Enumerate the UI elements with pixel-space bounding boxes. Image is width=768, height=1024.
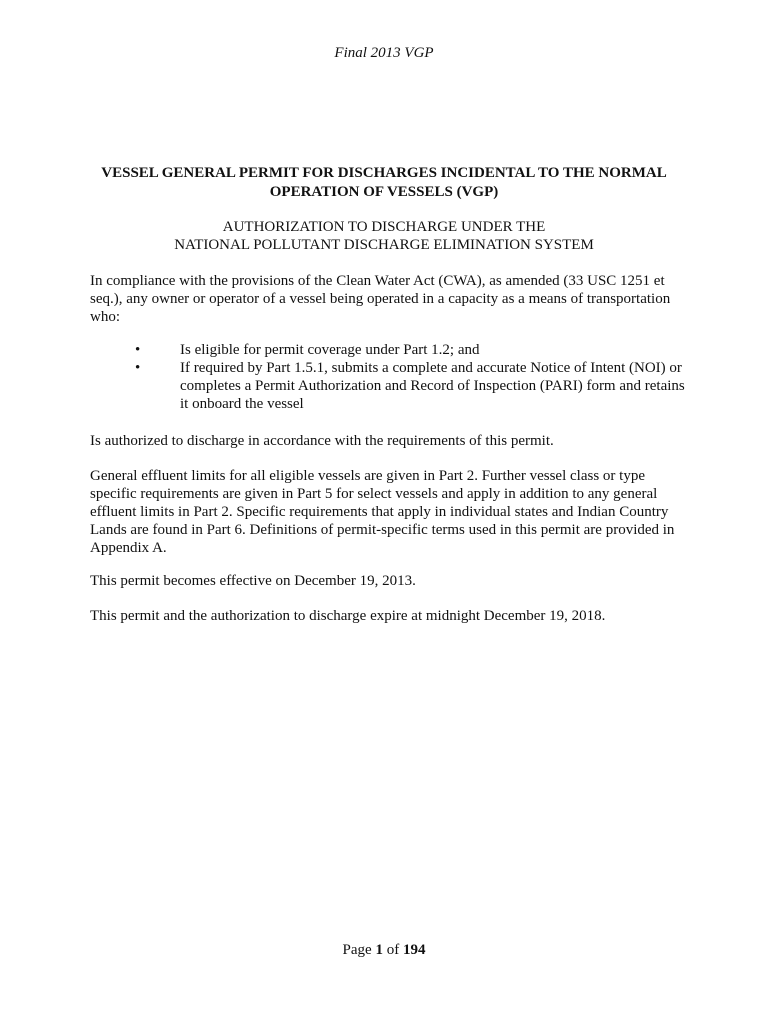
effluent-paragraph: General effluent limits for all eligible vessels are given in Part 2. Further vessel class or type specific requirements are given in Part 5 for select vessels and apply in addition to any general effluent limits in Part 2. Specific requirements that apply in individual states and Indian Country Lands are found in Part 6. Definitions of permit-specific terms used in this permit are provided in Appendix A. bbox=[90, 468, 675, 556]
authorized-paragraph: Is authorized to discharge in accordance with the requirements of this permit. bbox=[90, 433, 554, 449]
expiration-paragraph: This permit and the authorization to discharge expire at midnight December 19, 2018. bbox=[90, 608, 606, 624]
title-line-1: VESSEL GENERAL PERMIT FOR DISCHARGES INCIDENTAL TO THE NORMAL bbox=[101, 165, 667, 181]
page-prefix: Page bbox=[342, 942, 376, 958]
title-line-2: OPERATION OF VESSELS (VGP) bbox=[269, 184, 499, 200]
page-of: of bbox=[382, 942, 403, 958]
effective-date-paragraph: This permit becomes effective on December 19, 2013. bbox=[90, 573, 416, 589]
bullet-icon: • bbox=[135, 360, 141, 376]
intro-paragraph: In compliance with the provisions of the Clean Water Act (CWA), as amended (33 USC 1251 et seq.), any owner or operator of a vessel being operated in a capacity as a means of transportation who: bbox=[90, 273, 671, 325]
list-item-text: Is eligible for permit coverage under Part 1.2; and bbox=[180, 342, 480, 358]
page-number: 1 bbox=[375, 942, 383, 958]
list-item bbox=[90, 341, 690, 359]
running-header: Final 2013 VGP bbox=[334, 45, 434, 61]
total-pages: 194 bbox=[402, 942, 426, 958]
page-footer bbox=[0, 942, 768, 959]
eligibility-list bbox=[90, 341, 690, 413]
list-item-text: If required by Part 1.5.1, submits a complete and accurate Notice of Intent (NOI) or completes a Permit Authorization and Record of Inspection (PARI) form and retains it onboard the vessel bbox=[180, 360, 685, 412]
subtitle-line-2: NATIONAL POLLUTANT DISCHARGE ELIMINATION SYSTEM bbox=[174, 237, 594, 253]
document-subtitle bbox=[80, 218, 688, 254]
subtitle-line-1: AUTHORIZATION TO DISCHARGE UNDER THE bbox=[222, 219, 546, 235]
list-item bbox=[90, 359, 690, 413]
bullet-icon: • bbox=[135, 342, 141, 358]
document-title bbox=[80, 164, 688, 202]
